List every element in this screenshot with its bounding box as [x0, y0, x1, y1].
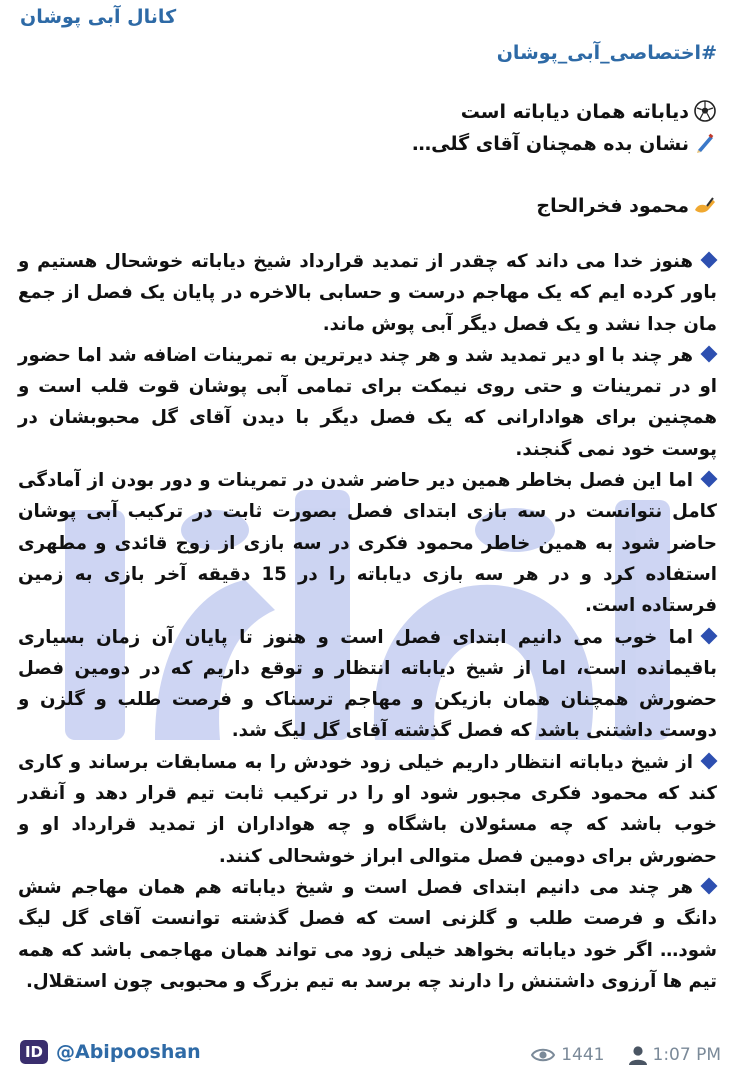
post-body — [18, 96, 717, 997]
headline-1: دیاباته همان دیاباته است — [460, 101, 689, 123]
blue-diamond-icon — [701, 345, 718, 362]
paragraph-3-text: اما این فصل بخاطر همین دیر حاضر شدن در تمرینات و دور بودن از آمادگی کامل نتوانست در سه بازی ابتدای فصل بصورت ثابت در ترکیب آبی پوشان حاضر شود به همین خاطر محمود فکری در سه بازی از زوج قائدی و مطهری استفاده کرد و در هر سه بازی دیاباته را در 15 دقیقه آخر بازی به زمین فرستاده است. — [18, 470, 717, 617]
paragraph-1 — [18, 246, 717, 340]
writing-hand-icon — [693, 190, 717, 222]
author-row — [18, 190, 717, 222]
post-meta — [531, 1044, 721, 1066]
soccer-ball-icon — [693, 96, 717, 128]
views-count: 1441 — [561, 1045, 605, 1065]
paragraph-4-text: اما خوب می دانیم ابتدای فصل است و هنوز تا پایان آن زمان بسیاری باقیمانده است، اما از شیخ دیاباته انتظار و توقع داریم که در دومین فصل حضورش همچنان همان بازیکن و مهاجم ترسناک و فرصت طلب و گلزن و دوست داشتنی باشد که فصل گذشته آقای گل لیگ شد. — [18, 626, 717, 742]
paragraph-6 — [18, 872, 717, 997]
paragraph-2 — [18, 340, 717, 465]
blue-diamond-icon — [701, 752, 718, 769]
eye-icon — [531, 1047, 555, 1063]
paragraph-6-text: هر چند می دانیم ابتدای فصل است و شیخ دیاباته هم همان مهاجم شش دانگ و فرصت طلب و گلزنی است که فصل گذشته توانست آقای گل لیگ شود… اگر خود دیاباته بخواهد خیلی زود می تواند همان مهاجمی باشد که همه تیم ها آرزوی داشتنش را دارند چه برسد به تیم بزرگ و محبوبی چون استقلال. — [18, 876, 717, 992]
channel-handle[interactable]: @Abipooshan — [56, 1041, 201, 1063]
paragraph-1-text: هنوز خدا می داند که چقدر از تمدید قرارداد شیخ دیاباته خوشحال هستیم و باور کرده ایم که یک مهاجم درست و حسابی بالاخره در پایان یک فصل از جمع مان جدا نشد و یک فصل دیگر آبی پوش ماند. — [18, 251, 717, 335]
headline-2: نشان بده همچنان آقای گلی… — [412, 133, 689, 155]
paragraph-5 — [18, 747, 717, 872]
post-time: 1:07 PM — [652, 1045, 721, 1065]
post-footer — [0, 1032, 739, 1072]
headline-1-row — [18, 96, 717, 128]
blue-diamond-icon — [701, 627, 718, 644]
paragraph-2-text: هر چند با او دیر تمدید شد و هر چند دیرترین به تمرینات اضافه شد اما حضور او در تمرینات و حتی روی نیمکت برای تمامی آبی پوشان قوت قلب است و همچنین برای هوادارانی که یک فصل دیگر با دیدن آقای گل محبوبشان در پوست خود نمی گنجند. — [18, 344, 717, 460]
author-person-icon — [627, 1044, 649, 1066]
author-name: محمود فخرالحاج — [536, 195, 689, 217]
id-badge-icon: ID — [20, 1040, 48, 1064]
blue-diamond-icon — [701, 877, 718, 894]
blue-diamond-icon — [701, 252, 718, 269]
paragraph-5-text: از شیخ دیاباته انتظار داریم خیلی زود خودش را به مسابقات برساند و کاری کند که محمود فکری مجبور شود او را در ترکیب ثابت تیم قرار دهد و آنقدر خوب باشد که چه مسئولان باشگاه و چه هواداران از تمدید قرارداد او و حضورش برای دومین فصل متوالی ابراز خوشحالی کنند. — [18, 751, 717, 867]
headline-2-row — [18, 128, 717, 160]
channel-name-link[interactable]: کانال آبی پوشان — [20, 6, 177, 28]
channel-handle-link[interactable] — [20, 1040, 201, 1064]
paragraph-3 — [18, 465, 717, 621]
pen-icon — [693, 128, 717, 160]
paragraph-4 — [18, 622, 717, 747]
blue-diamond-icon — [701, 471, 718, 488]
hashtag-link[interactable]: #اختصاصی_آبی_پوشان — [496, 42, 717, 64]
